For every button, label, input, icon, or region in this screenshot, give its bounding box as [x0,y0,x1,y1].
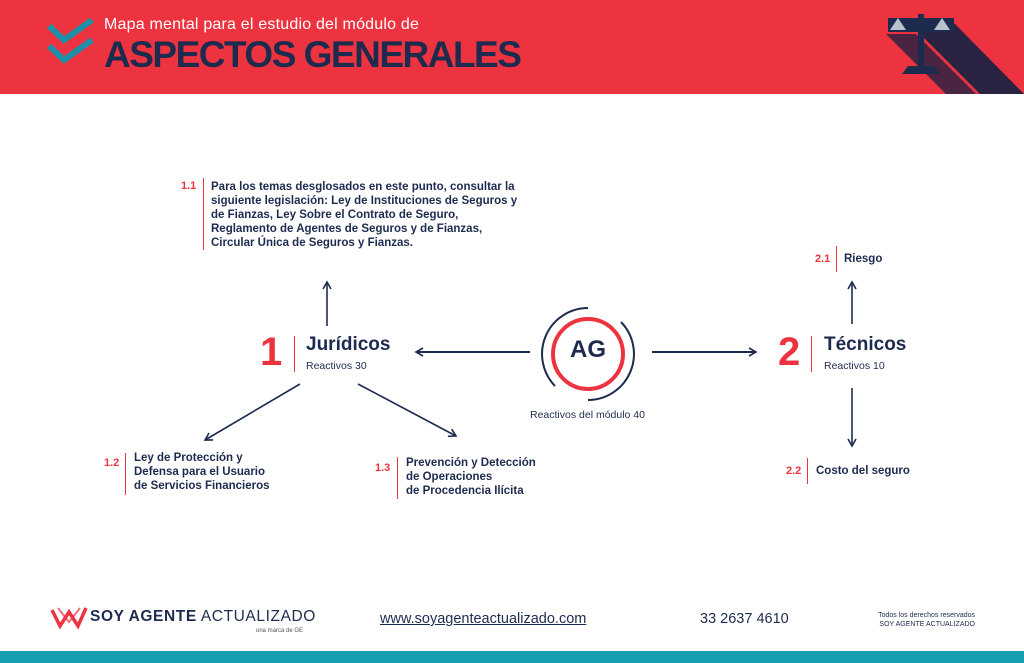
arrow-to-1-2 [205,384,300,440]
rights-notice: Todos los derechos reservados SOY AGENTE ACTUALIZADO [878,612,975,628]
center-initials: AG [570,336,606,363]
item-1-3-divider [397,457,398,499]
item-1-1-text: Para los temas desglosados en este punto, consultar la siguiente legislación: Ley de Instituciones de Seguros y de Fianzas, Ley Sobre el Contrato de Seguro, Reglamento de Agentes de Seguros y de Fianzas, Circular Única de Seguros y Fianzas. [211,181,518,249]
brand-name: SOY AGENTE ACTUALIZADO [90,608,316,625]
item-2-2-text: Costo del seguro [816,465,910,477]
category-2-reactivos: Reactivos 10 [824,360,885,372]
item-1-3-number: 1.3 [375,462,391,474]
header-subtitle: Mapa mental para el estudio del módulo de [104,16,420,33]
category-1-number: 1 [260,330,283,374]
item-2-1-number: 2.1 [815,253,831,265]
item-2-2-number: 2.2 [786,465,802,477]
arrow-to-1-3 [358,384,456,436]
category-1-divider [294,336,295,372]
category-2-divider [811,336,812,372]
item-1-2-text: Ley de Protección y Defensa para el Usuario de Servicios Financieros [134,452,270,492]
page-title: ASPECTOS GENERALES [104,34,521,75]
item-1-3-text: Prevención y Detección de Operaciones de Procedencia Ilícita [406,457,536,497]
category-2-number: 2 [778,330,801,374]
item-1-2-number: 1.2 [104,457,120,469]
item-2-1-text: Riesgo [844,253,883,265]
brand-subtitle: una marca de GE [256,628,304,634]
item-2-1-divider [836,246,837,272]
category-1-reactivos: Reactivos 30 [306,360,367,372]
center-caption: Reactivos del módulo 40 [530,409,645,421]
category-2-name: Técnicos [824,334,907,355]
category-1-name: Jurídicos [306,334,391,355]
brand-logo-icon [50,604,88,630]
phone-number: 33 2637 4610 [700,611,789,627]
website-link[interactable]: www.soyagenteactualizado.com [380,611,587,627]
footer-bar [0,651,1024,663]
item-1-2-divider [125,453,126,495]
item-1-1-number: 1.1 [181,180,197,192]
item-1-1-divider [203,178,204,250]
item-2-2-divider [807,458,808,484]
